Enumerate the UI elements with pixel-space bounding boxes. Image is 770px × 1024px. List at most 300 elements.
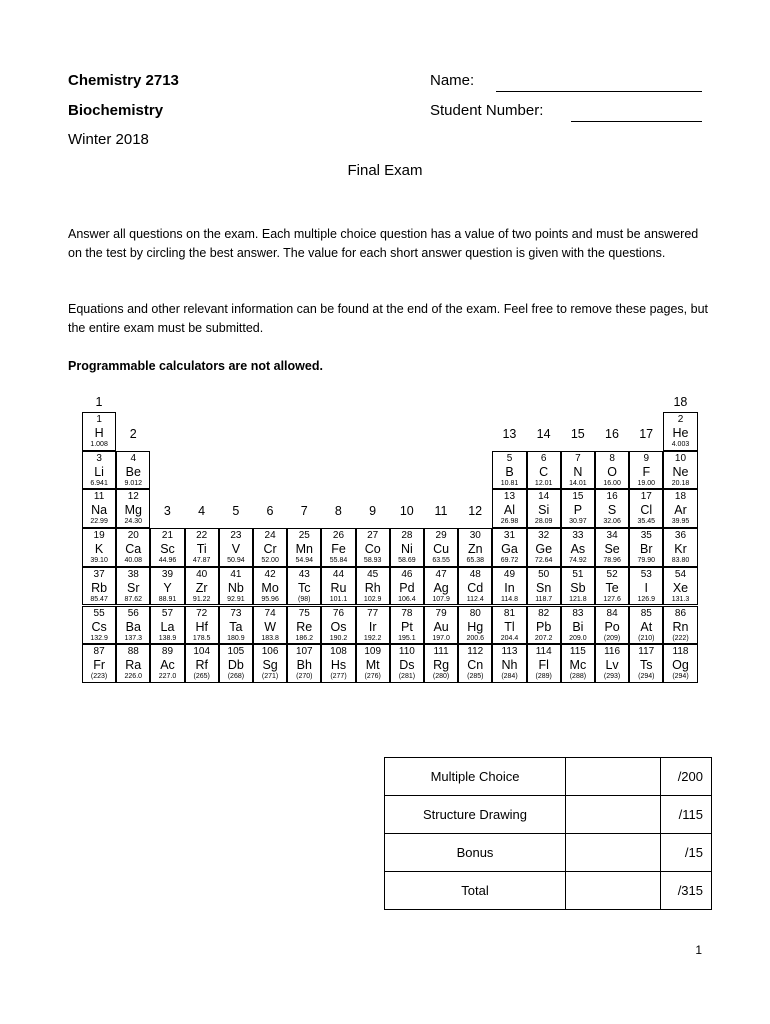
- element-cell: [492, 489, 526, 528]
- atomic-mass: 112.4: [466, 595, 484, 603]
- score-max-points: /315: [661, 872, 712, 910]
- group-label: 18: [673, 395, 688, 409]
- score-entry-cell[interactable]: [566, 758, 661, 796]
- element-cell: [150, 528, 184, 567]
- element-cell: [219, 644, 253, 683]
- atomic-number: 54: [674, 568, 687, 580]
- group-label: 3: [163, 504, 171, 519]
- atomic-mass: (276): [364, 673, 381, 681]
- element-cell: [458, 606, 492, 645]
- atomic-number: 82: [538, 607, 550, 619]
- element-symbol: Al: [503, 503, 516, 518]
- atomic-mass: 28.09: [534, 518, 553, 526]
- atomic-number: 20: [127, 530, 139, 542]
- element-cell: [458, 528, 492, 567]
- element-symbol: B: [505, 464, 514, 479]
- atomic-number: 26: [332, 530, 345, 542]
- element-cell: [595, 528, 629, 567]
- atomic-mass: (294): [638, 673, 655, 681]
- atomic-number: 16: [606, 491, 618, 503]
- atomic-number: 107: [295, 646, 313, 658]
- element-symbol: As: [570, 542, 586, 557]
- atomic-mass: 39.10: [90, 557, 108, 565]
- element-symbol: Be: [125, 464, 141, 479]
- atomic-mass: (270): [296, 673, 313, 681]
- group-label: 17: [639, 427, 654, 441]
- atomic-number: 29: [435, 530, 447, 542]
- atomic-mass: 24.30: [124, 518, 143, 526]
- element-symbol: Db: [227, 658, 244, 673]
- score-category: Multiple Choice: [385, 758, 566, 796]
- atomic-mass: (209): [603, 634, 621, 642]
- atomic-mass: (294): [672, 673, 689, 681]
- element-symbol: Ds: [399, 658, 415, 673]
- element-symbol: F: [642, 464, 651, 479]
- atomic-mass: 52.00: [261, 557, 279, 565]
- score-max-points: /115: [661, 796, 712, 834]
- exam-term: Winter 2018: [68, 131, 149, 148]
- atomic-number: 6: [540, 452, 547, 464]
- element-cell: [663, 451, 697, 490]
- atomic-number: 86: [674, 607, 687, 619]
- element-symbol: Ba: [125, 619, 141, 634]
- element-symbol: Au: [433, 619, 449, 634]
- score-max-points: /200: [661, 758, 712, 796]
- element-cell: [287, 567, 321, 606]
- atomic-number: 74: [264, 607, 276, 619]
- atomic-number: 52: [606, 568, 618, 580]
- atomic-mass: (268): [227, 673, 245, 681]
- score-category: Bonus: [385, 834, 566, 872]
- atomic-mass: 14.01: [569, 479, 587, 487]
- element-cell: [527, 451, 561, 490]
- element-symbol: Bh: [296, 658, 312, 673]
- atomic-mass: 4.003: [671, 441, 690, 448]
- element-symbol: Cu: [433, 542, 450, 557]
- atomic-number: 110: [398, 646, 415, 658]
- atomic-number: 77: [367, 607, 379, 619]
- group-label: 14: [536, 427, 551, 441]
- element-cell: [663, 606, 697, 645]
- score-entry-cell[interactable]: [566, 872, 661, 910]
- element-cell: [663, 644, 697, 683]
- element-cell: [356, 644, 390, 683]
- element-cell: [253, 644, 287, 683]
- element-symbol: Pt: [400, 619, 413, 634]
- element-symbol: Rf: [195, 658, 208, 673]
- atomic-number: 1: [96, 414, 102, 425]
- element-symbol: Ac: [160, 658, 175, 673]
- element-cell: [458, 567, 492, 606]
- atomic-number: 31: [503, 530, 516, 542]
- atomic-mass: 58.69: [398, 557, 416, 565]
- atomic-mass: 35.45: [637, 518, 656, 526]
- atomic-mass: 121.8: [569, 595, 587, 603]
- atomic-number: 14: [538, 491, 550, 503]
- element-symbol: Mc: [569, 658, 587, 673]
- element-symbol: Ga: [501, 542, 518, 557]
- element-symbol: Ir: [368, 619, 377, 634]
- atomic-number: 22: [196, 530, 208, 542]
- element-symbol: Tl: [504, 619, 515, 634]
- atomic-mass: 227.0: [158, 673, 177, 681]
- atomic-mass: (222): [672, 634, 689, 642]
- element-cell: [561, 451, 595, 490]
- atomic-mass: 47.87: [192, 557, 211, 565]
- atomic-mass: 69.72: [500, 557, 519, 565]
- element-symbol: Sb: [570, 580, 586, 595]
- atomic-number: 53: [640, 568, 652, 580]
- group-label: 1: [95, 395, 103, 409]
- course-title: Chemistry 2713: [68, 72, 179, 89]
- atomic-mass: 137.3: [124, 634, 143, 642]
- element-cell: [82, 451, 116, 490]
- element-cell: [629, 606, 663, 645]
- atomic-mass: (265): [193, 673, 210, 681]
- group-label: 9: [369, 504, 377, 519]
- atomic-number: 12: [127, 491, 139, 503]
- element-symbol: Zn: [467, 542, 483, 557]
- element-cell: [356, 528, 390, 567]
- atomic-number: 4: [130, 452, 137, 464]
- atomic-number: 19: [93, 530, 105, 542]
- element-symbol: H: [94, 426, 104, 440]
- atomic-number: 114: [535, 646, 552, 658]
- atomic-number: 10: [674, 452, 687, 464]
- group-label: 7: [300, 504, 308, 519]
- element-symbol: Li: [94, 464, 104, 479]
- atomic-mass: 83.80: [671, 557, 690, 565]
- element-symbol: S: [607, 503, 617, 518]
- atomic-number: 109: [364, 646, 382, 658]
- element-cell: [458, 644, 492, 683]
- element-cell: [561, 489, 595, 528]
- element-symbol: Mg: [124, 503, 142, 518]
- atomic-mass: 55.84: [329, 557, 348, 565]
- element-symbol: Te: [605, 580, 619, 595]
- atomic-mass: (289): [535, 673, 552, 681]
- atomic-mass: (288): [569, 673, 587, 681]
- atomic-number: 50: [538, 568, 550, 580]
- atomic-number: 118: [672, 646, 689, 658]
- atomic-mass: 102.9: [363, 595, 382, 603]
- atomic-mass: 32.06: [603, 518, 621, 526]
- score-entry-cell[interactable]: [566, 834, 661, 872]
- atomic-number: 9: [643, 452, 650, 464]
- element-symbol: Zr: [195, 580, 208, 595]
- element-symbol: Ra: [125, 658, 142, 673]
- element-cell: [595, 606, 629, 645]
- element-symbol: Mn: [295, 542, 313, 557]
- atomic-number: 7: [575, 452, 581, 464]
- element-symbol: Fe: [331, 542, 346, 557]
- atomic-mass: (285): [467, 673, 484, 681]
- element-cell: [595, 451, 629, 490]
- atomic-number: 73: [230, 607, 242, 619]
- element-cell: [321, 606, 355, 645]
- element-symbol: Sn: [536, 580, 552, 595]
- element-cell: [116, 528, 150, 567]
- atomic-mass: 190.2: [329, 634, 348, 642]
- atomic-mass: (281): [398, 673, 416, 681]
- element-cell: [82, 528, 116, 567]
- atomic-number: 112: [467, 646, 484, 658]
- atomic-mass: 85.47: [90, 595, 108, 603]
- element-cell: [253, 606, 287, 645]
- element-symbol: Na: [91, 503, 108, 518]
- element-cell: [492, 606, 526, 645]
- group-label: 6: [266, 504, 274, 519]
- element-symbol: Fr: [93, 658, 105, 673]
- element-cell: [390, 606, 424, 645]
- element-cell: [116, 606, 150, 645]
- atomic-mass: 54.94: [295, 557, 314, 565]
- element-cell: [287, 644, 321, 683]
- atomic-mass: 127.6: [603, 595, 621, 603]
- element-symbol: Kr: [674, 542, 687, 557]
- atomic-number: 113: [501, 646, 518, 658]
- score-table: [384, 757, 712, 910]
- element-cell: [356, 567, 390, 606]
- element-cell: [561, 567, 595, 606]
- score-entry-cell[interactable]: [566, 796, 661, 834]
- atomic-number: 8: [609, 452, 615, 464]
- atomic-mass: 26.98: [500, 518, 519, 526]
- atomic-mass: 72.64: [534, 557, 553, 565]
- element-symbol: Rb: [91, 580, 108, 595]
- element-symbol: Os: [330, 619, 347, 634]
- element-symbol: Mt: [365, 658, 380, 673]
- atomic-mass: 6.941: [90, 479, 108, 487]
- element-symbol: Hs: [330, 658, 347, 673]
- element-cell: [424, 567, 458, 606]
- atomic-number: 21: [161, 530, 174, 542]
- atomic-mass: 88.91: [158, 595, 177, 603]
- atomic-number: 57: [161, 607, 174, 619]
- element-symbol: Cs: [91, 619, 107, 634]
- score-max-points: /15: [661, 834, 712, 872]
- atomic-mass: 74.92: [569, 557, 587, 565]
- element-cell: [629, 489, 663, 528]
- element-cell: [595, 567, 629, 606]
- element-cell: [561, 606, 595, 645]
- element-cell: [116, 567, 150, 606]
- element-cell: [527, 567, 561, 606]
- atomic-mass: 30.97: [569, 518, 587, 526]
- element-cell: [492, 644, 526, 683]
- element-symbol: Ne: [672, 464, 689, 479]
- atomic-mass: 207.2: [534, 634, 553, 642]
- element-cell: [663, 528, 697, 567]
- element-symbol: N: [573, 464, 583, 479]
- atomic-number: 115: [569, 646, 586, 658]
- atomic-mass: 20.18: [671, 479, 690, 487]
- atomic-number: 104: [193, 646, 211, 658]
- element-symbol: Rg: [433, 658, 450, 673]
- atomic-number: 40: [196, 568, 208, 580]
- element-cell: [663, 412, 697, 451]
- group-label: 4: [198, 504, 206, 519]
- atomic-number: 5: [506, 452, 513, 464]
- name-field[interactable]: [496, 74, 702, 92]
- student-number-label: Student Number:: [430, 102, 544, 119]
- element-symbol: Ca: [125, 542, 142, 557]
- atomic-number: 43: [298, 568, 310, 580]
- atomic-mass: 95.96: [261, 595, 279, 603]
- element-cell: [185, 644, 219, 683]
- element-cell: [82, 412, 116, 451]
- atomic-number: 108: [330, 646, 347, 658]
- element-symbol: Ru: [330, 580, 347, 595]
- element-cell: [663, 567, 697, 606]
- atomic-number: 105: [227, 646, 245, 658]
- atomic-mass: 118.7: [535, 595, 553, 603]
- atomic-number: 13: [503, 491, 516, 503]
- periodic-table: [82, 395, 690, 725]
- atomic-mass: 9.012: [124, 479, 143, 487]
- atomic-number: 41: [230, 568, 242, 580]
- atomic-mass: 12.01: [534, 479, 553, 487]
- atomic-mass: 39.95: [671, 518, 690, 526]
- element-symbol: Fl: [538, 658, 549, 673]
- element-cell: [185, 528, 219, 567]
- atomic-mass: 209.0: [569, 634, 587, 642]
- atomic-mass: 197.0: [432, 634, 450, 642]
- atomic-number: 45: [367, 568, 379, 580]
- element-cell: [219, 528, 253, 567]
- element-symbol: Lv: [605, 658, 619, 673]
- group-label: 13: [502, 427, 517, 441]
- element-cell: [253, 528, 287, 567]
- element-cell: [527, 489, 561, 528]
- element-cell: [663, 489, 697, 528]
- element-symbol: Hf: [195, 619, 208, 634]
- atomic-number: 47: [435, 568, 447, 580]
- element-symbol: Rn: [672, 619, 689, 634]
- atomic-number: 75: [298, 607, 310, 619]
- atomic-number: 80: [469, 607, 481, 619]
- exam-title-text: Final Exam: [347, 162, 423, 179]
- atomic-number: 3: [96, 452, 102, 464]
- atomic-mass: 40.08: [124, 557, 143, 565]
- atomic-mass: 106.4: [398, 595, 416, 603]
- atomic-number: 88: [127, 646, 139, 658]
- score-row: [385, 872, 712, 910]
- element-symbol: Ta: [229, 619, 243, 634]
- element-cell: [424, 606, 458, 645]
- score-row: [385, 758, 712, 796]
- element-symbol: Y: [163, 580, 172, 595]
- element-symbol: Cd: [467, 580, 484, 595]
- element-cell: [82, 644, 116, 683]
- atomic-mass: (284): [501, 673, 518, 681]
- element-symbol: Sg: [262, 658, 278, 673]
- atomic-mass: 79.90: [637, 557, 656, 565]
- element-symbol: Rh: [364, 580, 381, 595]
- atomic-mass: (223): [90, 673, 108, 681]
- atomic-number: 39: [161, 568, 174, 580]
- element-symbol: Cn: [467, 658, 484, 673]
- atomic-number: 37: [93, 568, 105, 580]
- element-symbol: Mo: [261, 580, 279, 595]
- element-cell: [150, 567, 184, 606]
- element-symbol: La: [160, 619, 175, 634]
- name-label: Name:: [430, 72, 475, 89]
- element-cell: [185, 567, 219, 606]
- element-cell: [390, 528, 424, 567]
- element-cell: [321, 567, 355, 606]
- atomic-number: 18: [674, 491, 687, 503]
- atomic-mass: 200.6: [466, 634, 485, 642]
- group-label: 15: [570, 427, 585, 441]
- element-symbol: Tc: [298, 580, 311, 595]
- element-symbol: Bi: [572, 619, 584, 634]
- atomic-mass: 180.9: [227, 634, 245, 642]
- element-cell: [390, 644, 424, 683]
- atomic-mass: 131.3: [671, 595, 690, 603]
- element-cell: [595, 489, 629, 528]
- atomic-number: 35: [640, 530, 652, 542]
- atomic-mass: 132.9: [90, 634, 108, 642]
- element-symbol: Cl: [640, 503, 653, 518]
- atomic-number: 17: [640, 491, 652, 503]
- element-cell: [287, 528, 321, 567]
- element-symbol: Sc: [160, 542, 175, 557]
- element-symbol: Br: [640, 542, 653, 557]
- instructions-paragraph: Answer all questions on the exam. Each multiple choice question has a value of two points and must be answered on the test by circling the best answer. The value for each short answer question is given with the questions.: [68, 227, 699, 260]
- element-cell: [287, 606, 321, 645]
- group-label: 10: [399, 504, 414, 519]
- element-cell: [321, 644, 355, 683]
- element-cell: [219, 606, 253, 645]
- atomic-number: 117: [638, 646, 655, 658]
- element-symbol: Pd: [399, 580, 415, 595]
- atomic-mass: (210): [638, 634, 655, 642]
- atomic-number: 79: [435, 607, 447, 619]
- student-number-field[interactable]: [571, 104, 702, 122]
- element-cell: [629, 567, 663, 606]
- calculator-note: Programmable calculators are not allowed.: [68, 359, 323, 373]
- element-symbol: Ag: [433, 580, 449, 595]
- element-symbol: Ge: [535, 542, 553, 557]
- exam-title: [0, 162, 770, 179]
- atomic-number: 15: [572, 491, 584, 503]
- element-cell: [561, 528, 595, 567]
- element-cell: [321, 528, 355, 567]
- score-row: [385, 796, 712, 834]
- element-symbol: Pb: [536, 619, 552, 634]
- element-cell: [424, 644, 458, 683]
- atomic-number: 27: [367, 530, 379, 542]
- atomic-mass: 63.55: [432, 557, 450, 565]
- atomic-mass: 91.22: [192, 595, 211, 603]
- element-symbol: Co: [364, 542, 381, 557]
- element-symbol: Si: [538, 503, 550, 518]
- atomic-mass: 183.8: [261, 634, 279, 642]
- element-symbol: P: [573, 503, 583, 518]
- element-symbol: Hg: [467, 619, 484, 634]
- group-label: 8: [334, 504, 342, 519]
- element-cell: [390, 567, 424, 606]
- element-cell: [492, 567, 526, 606]
- element-cell: [595, 644, 629, 683]
- element-symbol: V: [231, 542, 241, 557]
- atomic-number: 11: [93, 491, 105, 503]
- atomic-mass: 10.81: [500, 479, 519, 487]
- element-cell: [116, 644, 150, 683]
- element-symbol: Re: [296, 619, 313, 634]
- atomic-number: 49: [503, 568, 516, 580]
